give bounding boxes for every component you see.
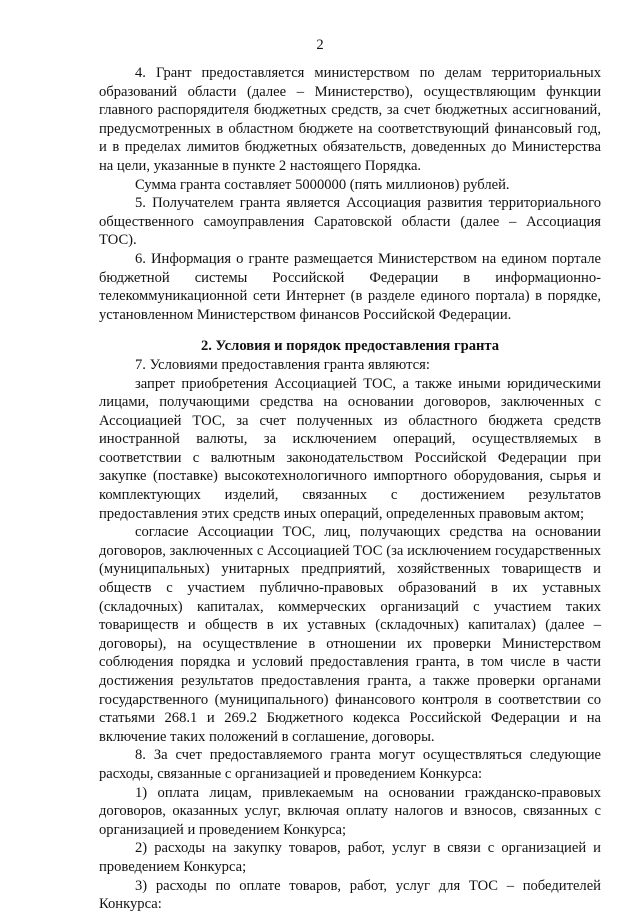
paragraph-condition-consent: согласие Ассоциации ТОС, лиц, получающих средства на основании договоров, заключенных с Ассоциацией ТОС (за исключением государственных (муниципальных) унитарных предприятий, хозяйственных товариществ и обществ с участием публично-правовых образований в их уставных (складочных) капиталах, коммерческих организаций с участием таких товариществ и обществ в их уставных (складочных) капиталах) (далее – договоры), на осуществление в отношении их проверки Министерством соблюдения порядка и условий предоставления гранта, в том числе в части достижения результатов предоставления гранта, а также проверки органами государственного (муниципального) финансового контроля в соответствии со статьями 268.1 и 269.2 Бюджетного кодекса Российской Федерации и на включение таких положений в соглашение, договоры. <box>99 524 601 745</box>
page-number: 2 <box>316 37 324 53</box>
paragraph-grant-sum: Сумма гранта составляет 5000000 (пять миллионов) рублей. <box>135 176 510 193</box>
list-item-2: 2) расходы на закупку товаров, работ, услуг в связи с организацией и проведением Конкурса; <box>99 840 601 875</box>
paragraph-7: 7. Условиями предоставления гранта являются: <box>135 356 430 373</box>
paragraph-condition-ban: запрет приобретения Ассоциацией ТОС, а также иными юридическими лицами, получающими средства на основании договоров, заключенных с Ассоциацией ТОС, за счет полученных из областного бюджета средств иностранной валюты, за исключением операций, осуществляемых в соответствии с валютным законодательством Российской Федерации при закупке (поставке) высокотехнологичного импортного оборудования, сырья и комплектующих изделий, связанных с достижением результатов предоставления этих средств иных операций, определенных правовым актом; <box>99 375 601 522</box>
paragraph-6: 6. Информация о гранте размещается Министерством на едином портале бюджетной системы Российской Федерации в информационно-телекоммуникационной сети Интернет (в разделе единого портала) в порядке, установленном Министерством финансов Российской Федерации. <box>99 250 601 323</box>
paragraph-4: 4. Грант предоставляется министерством по делам территориальных образований области (далее – Министерство), осуществляющим функции главного распорядителя бюджетных средств, за счет бюджетных ассигнований, предусмотренных в областном бюджете на соответствующий финансовый год, и в пределах лимитов бюджетных обязательств, доведенных до Министерства на цели, указанные в пункте 2 настоящего Порядка. <box>99 65 601 174</box>
document-body <box>99 64 601 914</box>
section-heading: 2. Условия и порядок предоставления гранта <box>200 338 500 355</box>
list-item-1: 1) оплата лицам, привлекаемым на основании гражданско-правовых договоров, оказанных услуг, включая оплату налогов и взносов, связанных с организацией и проведением Конкурса; <box>99 784 601 838</box>
paragraph-8: 8. За счет предоставляемого гранта могут осуществляться следующие расходы, связанные с организацией и проведением Конкурса: <box>99 747 601 782</box>
paragraph-5: 5. Получателем гранта является Ассоциация развития территориального общественного самоуправления Саратовской области (далее – Ассоциация ТОС). <box>99 195 601 249</box>
list-item-3: 3) расходы по оплате товаров, работ, услуг для ТОС – победителей Конкурса: <box>99 877 601 913</box>
